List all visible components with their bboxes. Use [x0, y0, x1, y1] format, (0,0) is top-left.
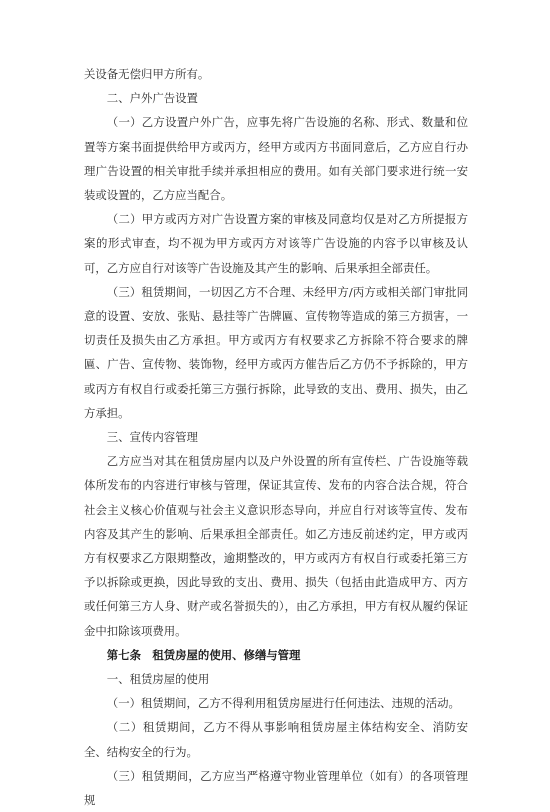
paragraph-use-2: （二）租赁期间，乙方不得从事影响租赁房屋主体结构安全、消防安全、结构安全的行为。 [84, 720, 468, 759]
document-body [84, 62, 468, 812]
paragraph-ad-removal: （三）租赁期间，一切因乙方不合理、未经甲方/丙方或相关部门审批同意的设置、安放、张贴、悬挂等广告牌匾、宣传物等造成的第三方损害，一切责任及损失由乙方承担。甲方或丙方有权要求乙方拆除不符合要求的牌匾、广告、宣传物、装饰物，经甲方或丙方催告后乙方仍不予拆除的，甲方或丙方有权自行或委托第三方强行拆除，此导致的支出、费用、损失，由乙方承担。 [84, 284, 468, 420]
paragraph-use-3: （三）租赁期间，乙方应当严格遵守物业管理单位（如有）的各项管理规 [84, 768, 468, 808]
subheading-outdoor-ads: 二、户外广告设置 [106, 91, 198, 106]
article-heading-7: 第七条 租赁房屋的使用、修缮与管理 [106, 647, 301, 662]
paragraph-continuation: 关设备无偿归甲方所有。 [84, 67, 210, 81]
paragraph-use-1: （一）租赁期间，乙方不得利用租赁房屋进行任何违法、违规的活动。 [106, 696, 460, 711]
subheading-content-management: 三、宣传内容管理 [106, 430, 198, 445]
subheading-premises-use: 一、租赁房屋的使用 [106, 672, 210, 687]
paragraph-ad-setup: （一）乙方设置户外广告，应事先将广告设施的名称、形式、数量和位置等方案书面提供给甲方或丙方，经甲方或丙方书面同意后，乙方应自行办理广告设置的相关审批手续并承担相应的费用。如有关部门要求进行统一安装或设置的，乙方应当配合。 [84, 115, 468, 203]
paragraph-ad-review: （二）甲方或丙方对广告设置方案的审核及同意均仅是对乙方所提报方案的形式审查，均不视为甲方或丙方对该等广告设施的内容予以审核及认可，乙方应自行对该等广告设施及其产生的影响、后果承担全部责任。 [84, 212, 468, 275]
paragraph-content-management: 乙方应当对其在租赁房屋内以及户外设置的所有宣传栏、广告设施等载体所发布的内容进行审核与管理，保证其宣传、发布的内容合法合规，符合社会主义核心价值观与社会主义意识形态导向，并应自行对该等宣传、发布内容及其产生的影响、后果承担全部责任。如乙方违反前述约定，甲方或丙方有权要求乙方限期整改，逾期整改的，甲方或丙方有权自行或委托第三方予以拆除或更换，因此导致的支出、费用、损失（包括由此造成甲方、丙方或任何第三方人身、财产或名誉损失的），由乙方承担，甲方有权从履约保证金中扣除该项费用。 [84, 454, 468, 638]
